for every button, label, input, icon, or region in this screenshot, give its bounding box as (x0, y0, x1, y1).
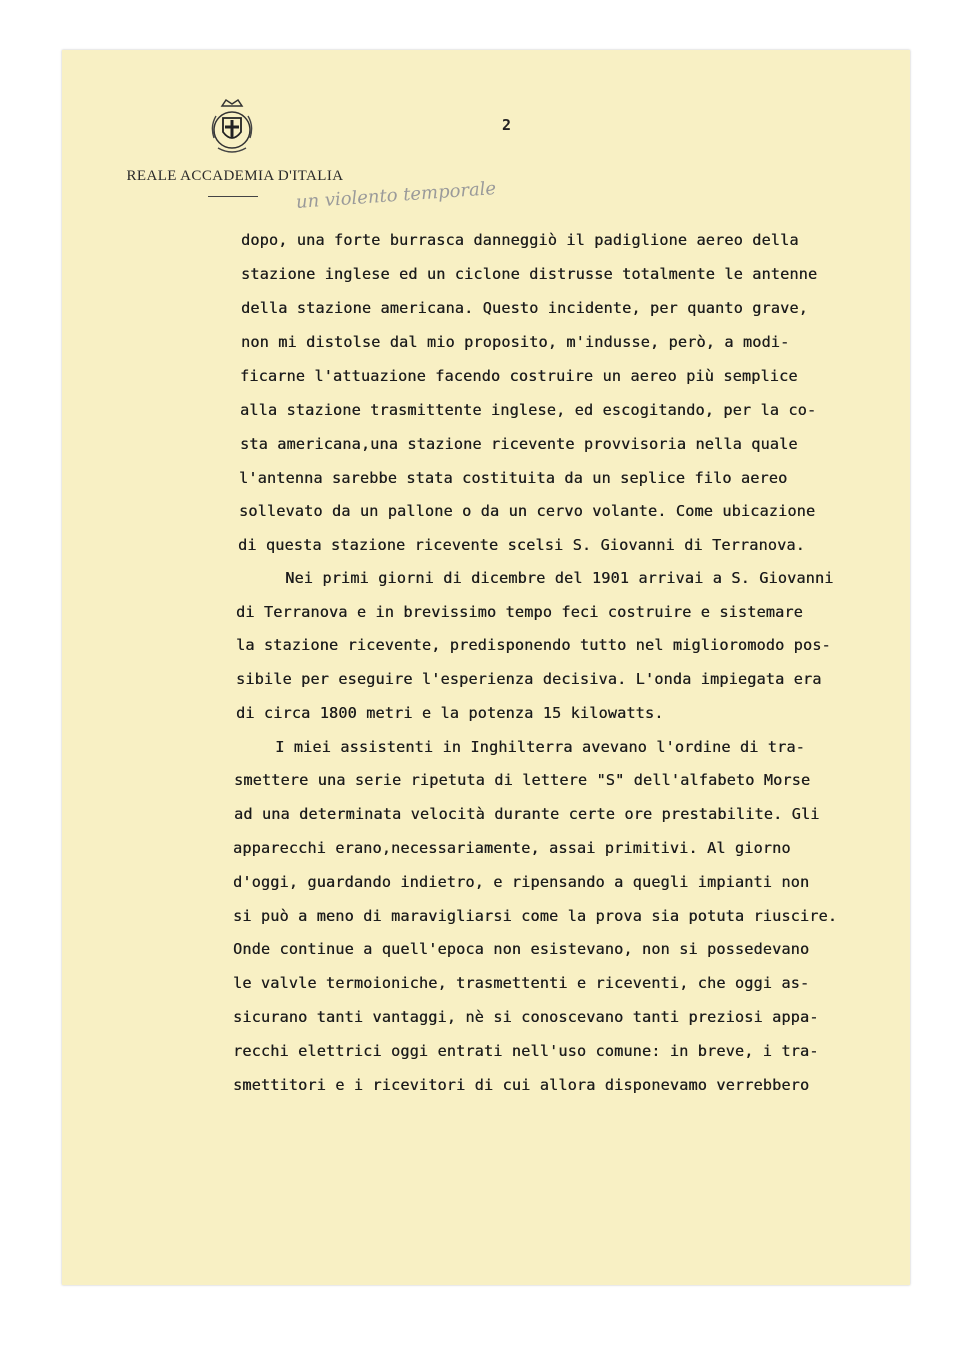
text-line: ficarne l'attuazione facendo costruire un aereo più semplice (240, 367, 798, 385)
text-line: Onde continue a quell'epoca non esistevano, non si possedevano (233, 940, 810, 958)
text-line: Nei primi giorni di dicembre del 1901 arrivai a S. Giovanni (248, 569, 834, 587)
text-line: l'antenna sarebbe stata costituita da un seplice filo aereo (239, 469, 788, 487)
text-line: non mi distolse dal mio proposito, m'indusse, però, a modi- (241, 333, 790, 351)
text-line: di questa stazione ricevente scelsi S. Giovanni di Terranova. (238, 536, 805, 554)
text-line: stazione inglese ed un ciclone distrusse totalmente le antenne (241, 265, 818, 283)
text-line: apparecchi erano,necessariamente, assai primitivi. Al giorno (233, 839, 791, 857)
handwritten-annotation: un violento temporale (295, 178, 497, 213)
text-line: ad una determinata velocità durante certe ore prestabilite. Gli (234, 805, 820, 823)
text-line: sta americana,una stazione ricevente provvisoria nella quale (240, 435, 798, 453)
text-line: sibile per eseguire l'esperienza decisiva. L'onda impiegata era (236, 670, 822, 688)
document-page (62, 50, 910, 1285)
text-line: sollevato da un pallone o da un cervo volante. Come ubicazione (239, 502, 816, 520)
text-line: smettitori e i ricevitori di cui allora disponevamo verrebbero (233, 1076, 810, 1094)
text-line: alla stazione trasmittente inglese, ed escogitando, per la co- (240, 401, 817, 419)
text-line: le valvle termoioniche, trasmettenti e riceventi, che oggi as- (233, 974, 810, 992)
text-line: recchi elettrici oggi entrati nell'uso comune: in breve, i tra- (233, 1042, 819, 1060)
text-line: I miei assistenti in Inghilterra avevano l'ordine di tra- (238, 738, 805, 756)
text-line: dopo, una forte burrasca danneggiò il padiglione aereo della (241, 231, 799, 249)
text-line: la stazione ricevente, predisponendo tutto nel miglioromodo pos- (236, 636, 831, 654)
text-line: d'oggi, guardando indietro, e ripensando a quegli impianti non (233, 873, 810, 891)
institution-name: REALE ACCADEMIA D'ITALIA (126, 168, 344, 184)
text-line: della stazione americana. Questo incidente, per quanto grave, (241, 299, 808, 317)
text-line: si può a meno di maravigliarsi come la prova sia potuta riuscire. (233, 907, 838, 925)
text-line: smettere una serie ripetuta di lettere "S" dell'alfabeto Morse (234, 771, 811, 789)
text-line: di Terranova e in brevissimo tempo feci costruire e sistemare (236, 603, 803, 621)
typewritten-body (62, 50, 910, 1150)
page-number: 2 (502, 116, 512, 134)
text-line: di circa 1800 metri e la potenza 15 kilowatts. (236, 704, 664, 722)
text-line: sicurano tanti vantaggi, nè si conoscevano tanti preziosi appa- (233, 1008, 819, 1026)
